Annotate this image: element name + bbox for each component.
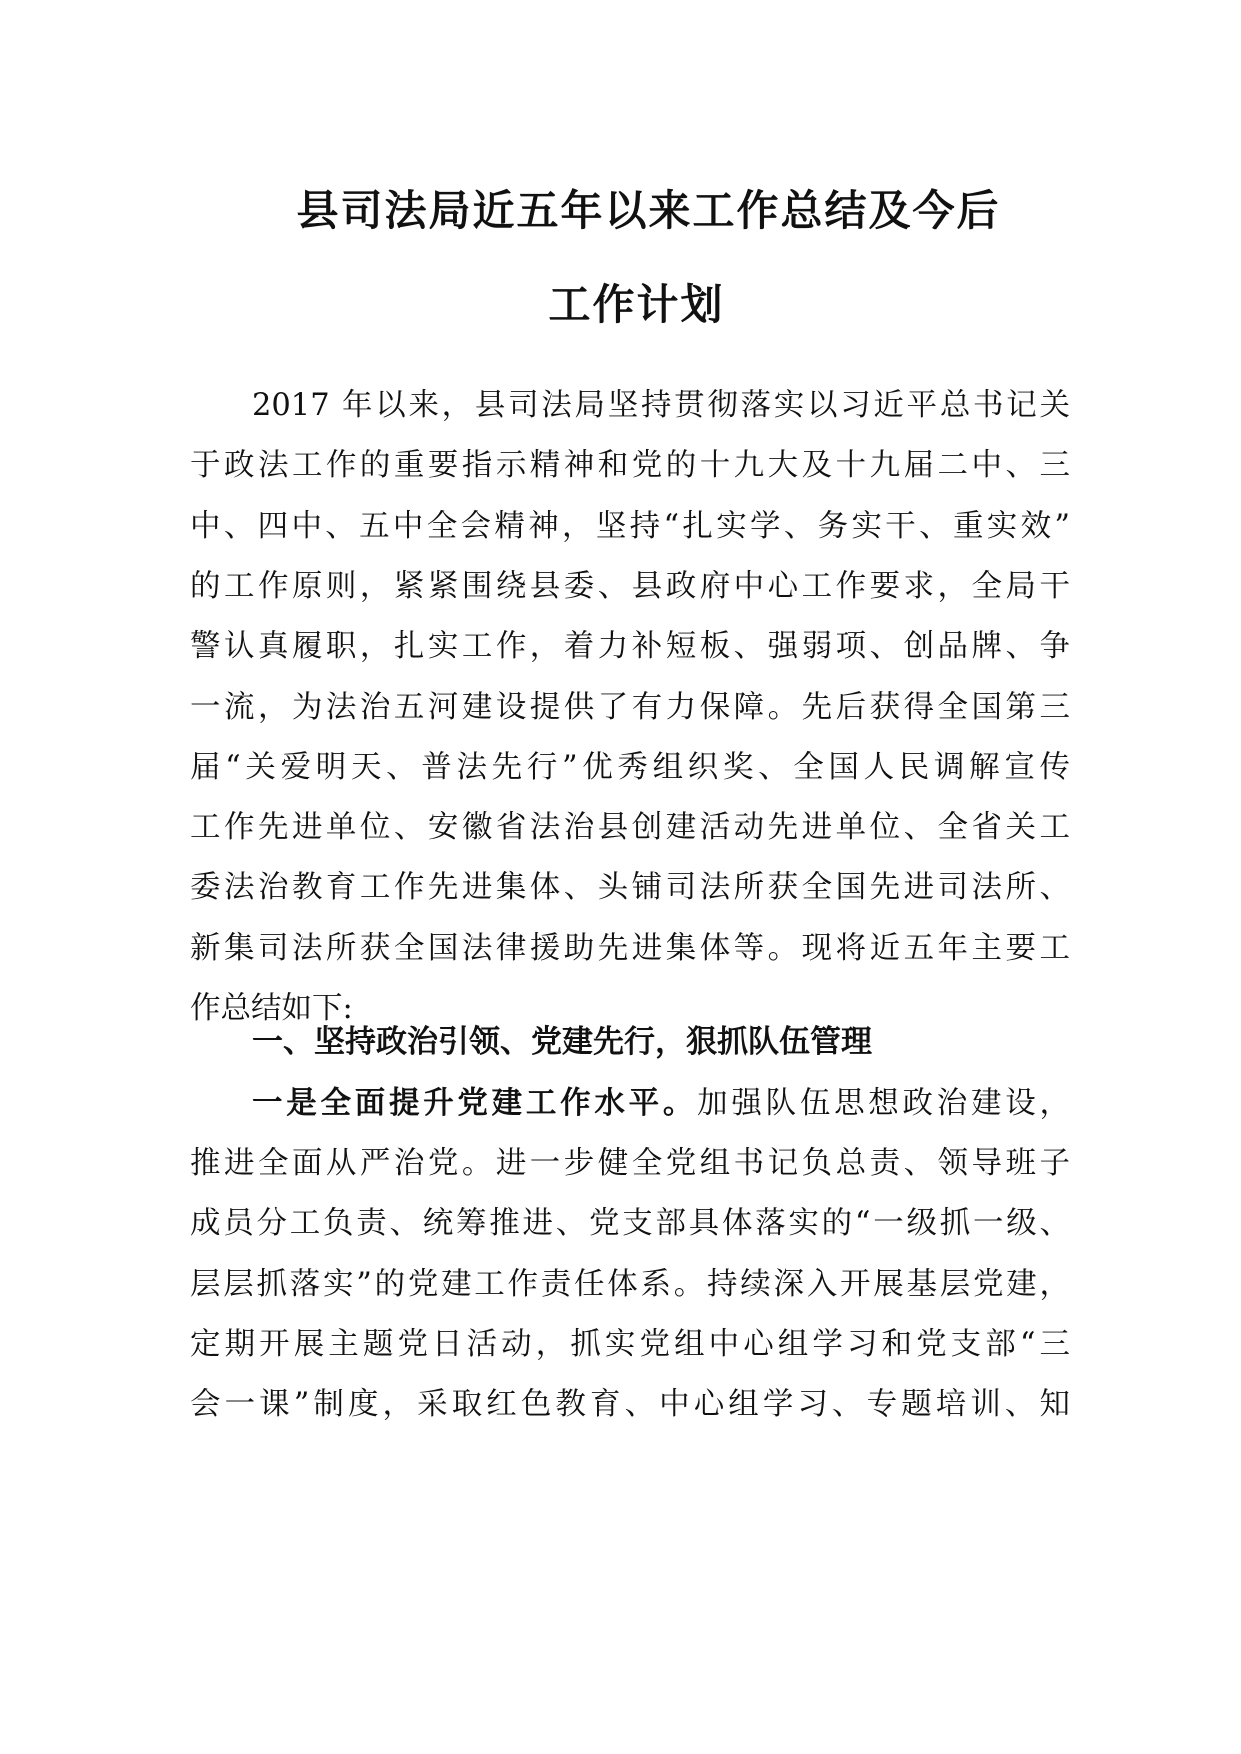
paragraph-2-line: 成员分工负责、统筹推进、党支部具体落实的“一级抓一级、 [190, 1206, 1070, 1241]
paragraph-intro-line: 的工作原则，紧紧围绕县委、县政府中心工作要求，全局干 [190, 569, 1070, 604]
document-title-line-2: 工作计划 [548, 280, 725, 329]
document-title-line-1: 县司法局近五年以来工作总结及今后 [296, 186, 1001, 235]
paragraph-intro-line: 工作先进单位、安徽省法治县创建活动先进单位、全省关工 [190, 810, 1070, 845]
paragraph-intro-line: 委法治教育工作先进集体、头铺司法所获全国先进司法所、 [190, 870, 1070, 905]
section-heading-1: 一、坚持政治引领、党建先行，狠抓队伍管理 [252, 1024, 872, 1060]
paragraph-intro-line: 届“关爱明天、普法先行”优秀组织奖、全国人民调解宣传 [190, 750, 1070, 785]
paragraph-intro-line: 作总结如下: [190, 991, 353, 1026]
paragraph-intro-line: 新集司法所获全国法律援助先进集体等。现将近五年主要工 [190, 931, 1070, 966]
paragraph-intro-line: 2017 年以来，县司法局坚持贯彻落实以习近平总书记关 [252, 388, 1070, 423]
paragraph-2-line: 会一课”制度，采取红色教育、中心组学习、专题培训、知 [190, 1387, 1070, 1422]
paragraph-2-line: 定期开展主题党日活动，抓实党组中心组学习和党支部“三 [190, 1327, 1070, 1362]
paragraph-intro-line: 于政法工作的重要指示精神和党的十九大及十九届二中、三 [190, 448, 1070, 483]
paragraph-intro-line: 一流，为法治五河建设提供了有力保障。先后获得全国第三 [190, 690, 1070, 725]
paragraph-2-line: 层层抓落实”的党建工作责任体系。持续深入开展基层党建， [190, 1267, 1070, 1302]
paragraph-2-line: 推进全面从严治党。进一步健全党组书记负总责、领导班子 [190, 1146, 1070, 1181]
paragraph-2-first-line [252, 1078, 1070, 1122]
paragraph-intro-line: 警认真履职，扎实工作，着力补短板、强弱项、创品牌、争 [190, 629, 1070, 664]
paragraph-intro-line: 中、四中、五中全会精神，坚持“扎实学、务实干、重实效” [190, 509, 1070, 544]
paragraph-2-first-rest: 加强队伍思想政治建设， [697, 1086, 1071, 1121]
paragraph-2-lead: 一是全面提升党建工作水平。 [252, 1086, 698, 1121]
